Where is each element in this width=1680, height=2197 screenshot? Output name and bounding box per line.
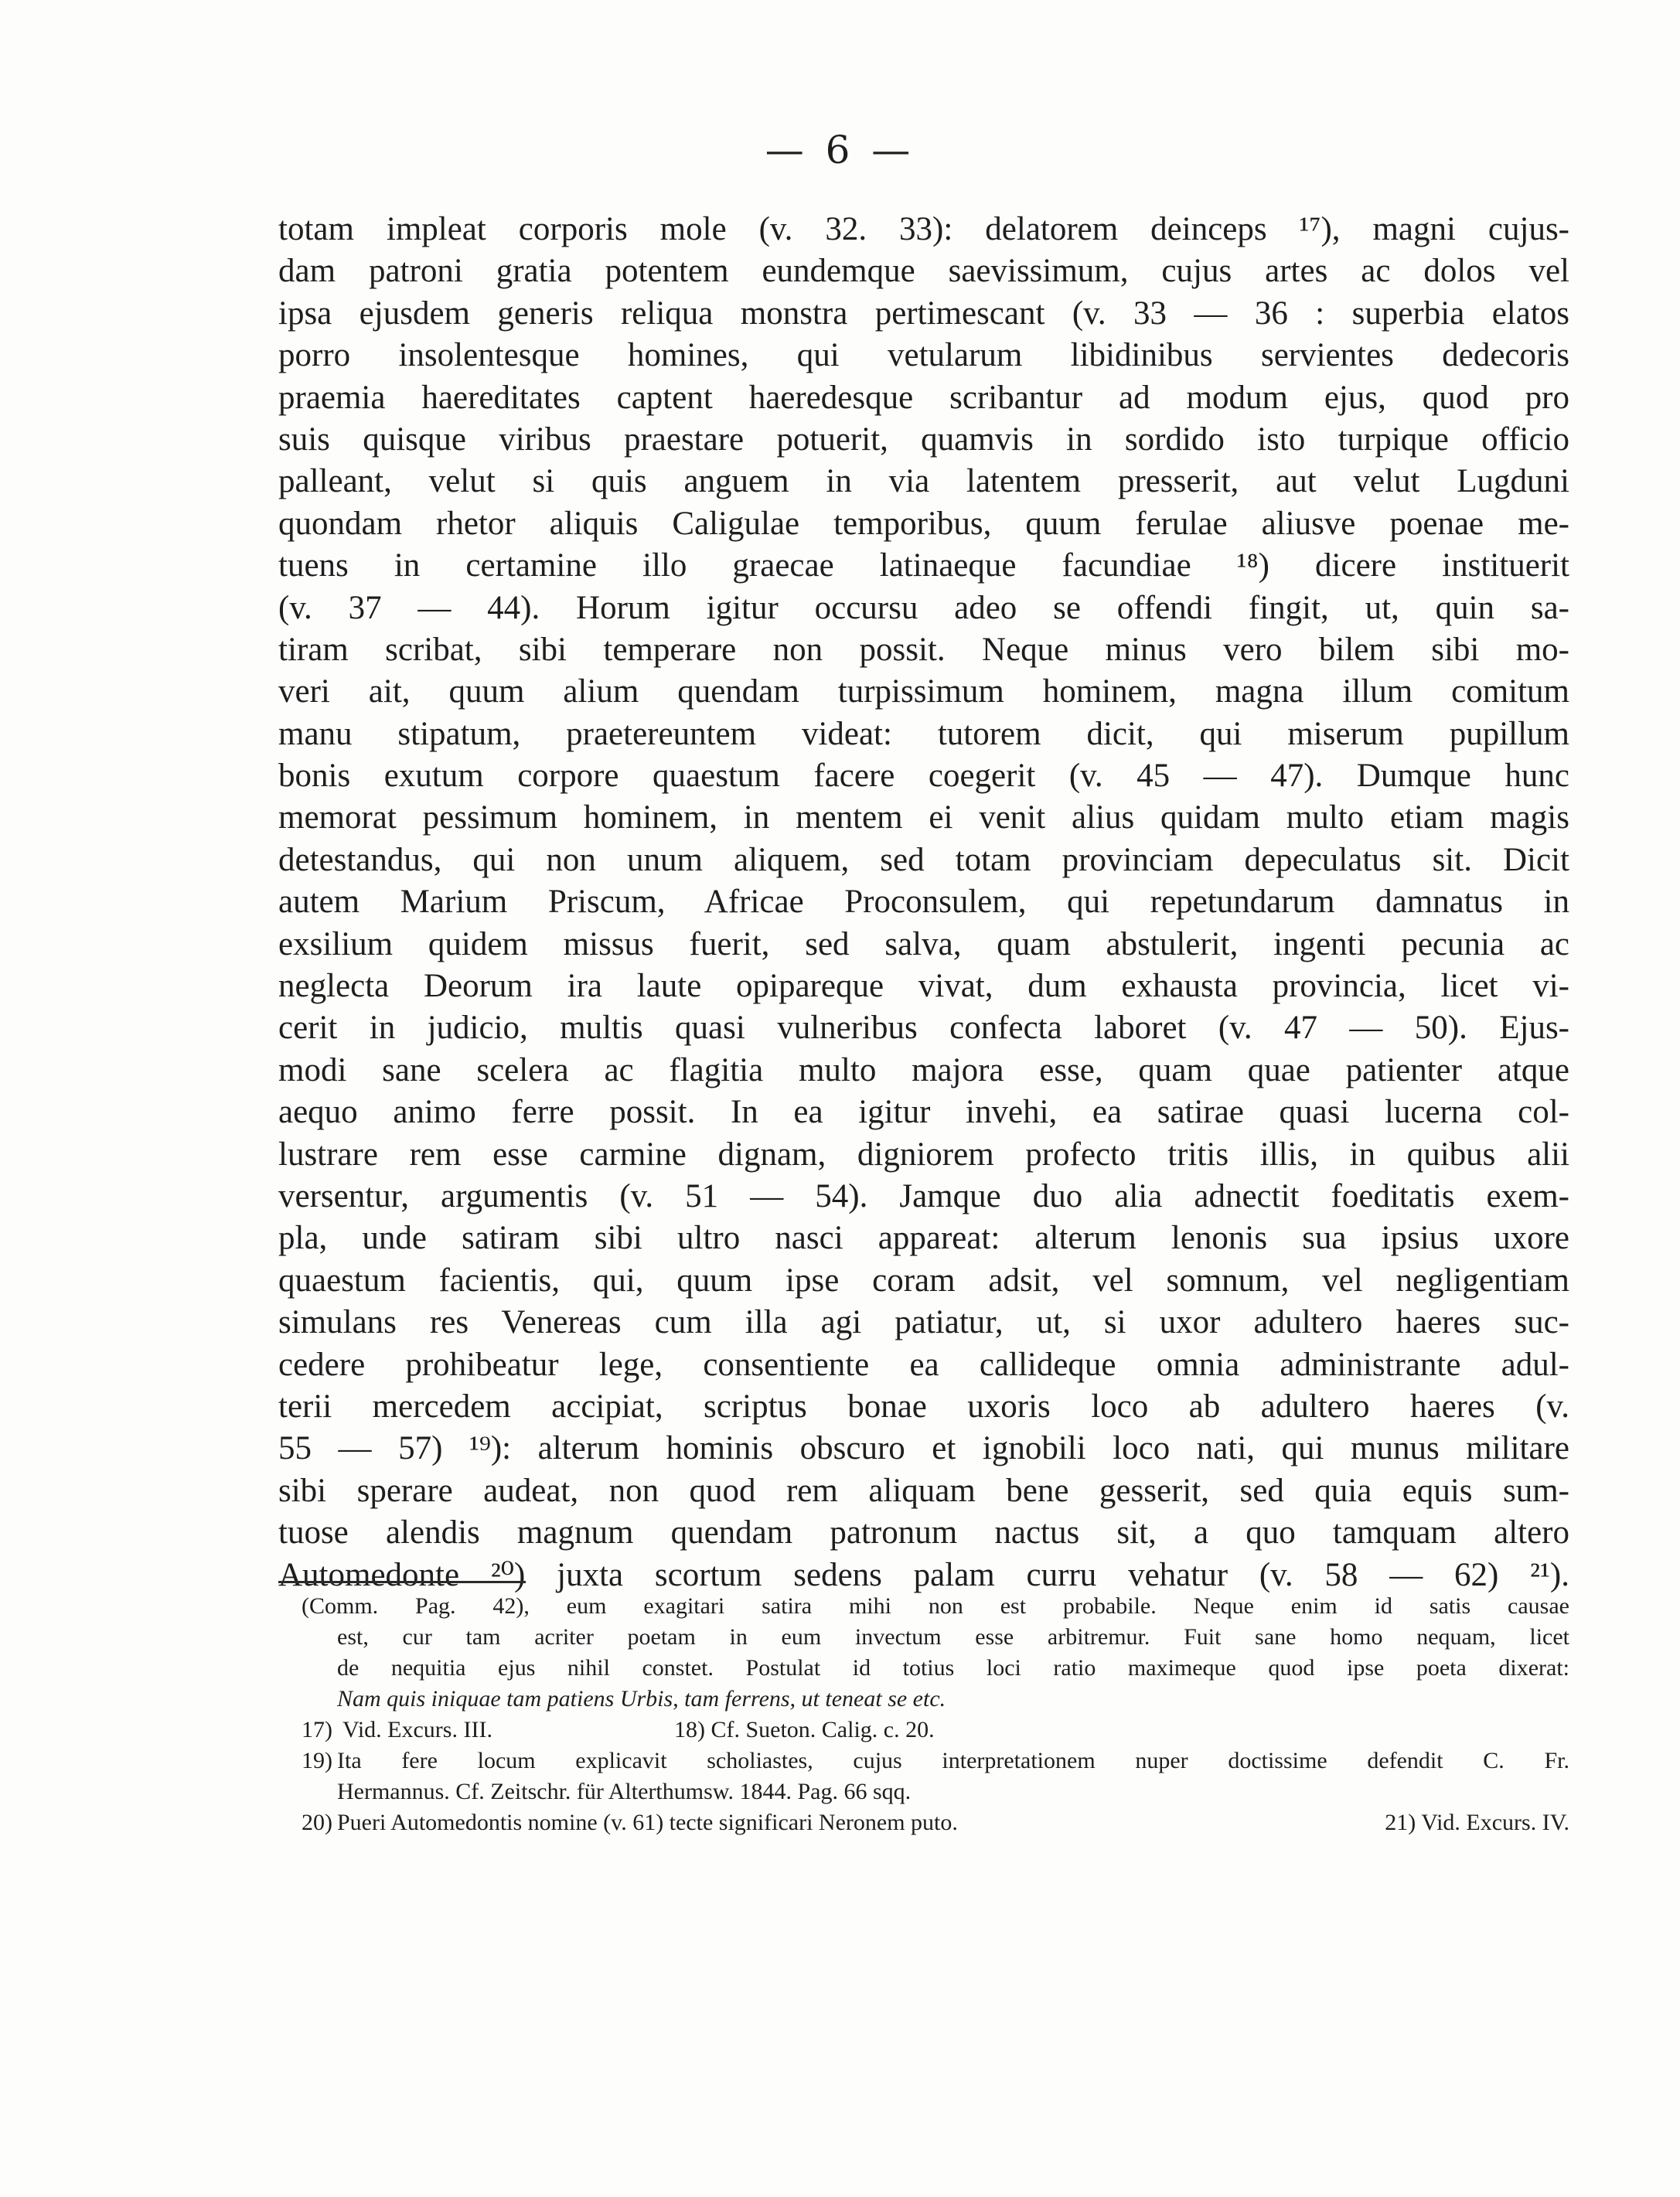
footnotes <box>302 1591 1569 1838</box>
text-line: (v. 37 — 44). Horum igitur occursu adeo se offendi fingit, ut, quin sa- <box>278 589 1569 626</box>
text-line: cerit in judicio, multis quasi vulneribus confecta laboret (v. 47 — 50). Ejus- <box>278 1010 1569 1047</box>
text-line: autem Marium Priscum, Africae Proconsulem, qui repetundarum damnatus in <box>278 884 1569 921</box>
text-line: detestandus, qui non unum aliquem, sed totam provinciam depeculatus sit. Dicit <box>278 841 1569 878</box>
footnote-17-text: Vid. Excurs. III. <box>342 1717 492 1742</box>
footnote-19-text: Ita fere locum explicavit scholiastes, cujus interpretationem nuper doctissime defendit C. Fr. <box>337 1748 1569 1773</box>
text-line: veri ait, quum alium quendam turpissimum hominem, magna illum comitum <box>278 673 1569 710</box>
footnote-17-number: 17) <box>302 1717 332 1742</box>
text-line: totam impleat corporis mole (v. 32. 33): delatorem deinceps ¹⁷), magni cujus- <box>278 211 1569 247</box>
footnote-continuation-line: (Comm. Pag. 42), eum exagitari satira mihi non est probabile. Neque enim id satis causae <box>302 1593 1569 1619</box>
text-line: quaestum facientis, qui, quum ipse coram adsit, vel somnum, vel negligentiam <box>278 1262 1569 1299</box>
text-line: porro insolentesque homines, qui vetularum libidinibus servientes dedecoris <box>278 337 1569 374</box>
main-text <box>278 209 1569 1596</box>
footnote-20-21-row <box>302 1807 1569 1838</box>
footnote-17-18-row <box>302 1715 1569 1746</box>
text-line: exsilium quidem missus fuerit, sed salva, quam abstulerit, ingenti pecunia ac <box>278 925 1569 962</box>
text-line: aequo animo ferre possit. In ea igitur invehi, ea satirae quasi lucerna col- <box>278 1094 1569 1131</box>
text-line: simulans res Venereas cum illa agi patiatur, ut, si uxor adultero haeres suc- <box>278 1304 1569 1341</box>
text-line: Automedonte ²⁰) juxta scortum sedens palam curru vehatur (v. 58 — 62) ²¹). <box>278 1556 1569 1593</box>
text-line: 55 — 57) ¹⁹): alterum hominis obscuro et ignobili loco nati, qui munus militare <box>278 1430 1569 1467</box>
text-line: modi sane scelera ac flagitia multo majora esse, quam quae patienter atque <box>278 1051 1569 1088</box>
text-line: dam patroni gratia potentem eundemque saevissimum, cujus artes ac dolos vel <box>278 253 1569 290</box>
text-line: suis quisque viribus praestare potuerit, quamvis in sordido isto turpique officio <box>278 421 1569 458</box>
text-line: quondam rhetor aliquis Caligulae temporibus, quum ferulae aliusve poenae me- <box>278 505 1569 542</box>
footnote-21-text: Vid. Excurs. IV. <box>1421 1810 1569 1835</box>
footnote-18-text: Cf. Sueton. Calig. c. 20. <box>711 1717 935 1742</box>
text-line: tuens in certamine illo graecae latinaeque facundiae ¹⁸) dicere instituerit <box>278 547 1569 584</box>
text-line: neglecta Deorum ira laute opipareque vivat, dum exhausta provincia, licet vi- <box>278 968 1569 1005</box>
text-line: memorat pessimum hominem, in mentem ei venit alius quidam multo etiam magis <box>278 799 1569 836</box>
footnote-21-number: 21) <box>1385 1810 1416 1835</box>
text-line: pla, unde satiram sibi ultro nasci appareat: alterum lenonis sua ipsius uxore <box>278 1220 1569 1257</box>
footnote-20-number: 20) <box>302 1810 332 1835</box>
footnote-continuation-line: de nequitia ejus nihil constet. Postulat id totius loci ratio maximeque quod ipse poeta dixerat: <box>337 1655 1569 1681</box>
text-line: bonis exutum corpore quaestum facere coegerit (v. 45 — 47). Dumque hunc <box>278 758 1569 795</box>
text-line: ipsa ejusdem generis reliqua monstra pertimescant (v. 33 — 36 : superbia elatos <box>278 295 1569 332</box>
text-line: tiram scribat, sibi temperare non possit. Neque minus vero bilem sibi mo- <box>278 631 1569 668</box>
text-line: praemia haereditates captent haeredesque scribantur ad modum ejus, quod pro <box>278 379 1569 416</box>
text-line: tuose alendis magnum quendam patronum nactus sit, a quo tamquam altero <box>278 1514 1569 1552</box>
footnote-20-text: Pueri Automedontis nomine (v. 61) tecte significari Neronem puto. <box>337 1810 958 1835</box>
footnote-18-number: 18) <box>673 1717 705 1742</box>
footnote-19-row <box>302 1746 1569 1776</box>
text-line: cedere prohibeatur lege, consentiente ea callideque omnia administrante adul- <box>278 1346 1569 1383</box>
text-line: manu stipatum, praetereuntem videat: tutorem dicit, qui miserum pupillum <box>278 715 1569 752</box>
footnote-19-continuation: Hermannus. Cf. Zeitschr. für Alterthumsw. 1844. Pag. 66 sqq. <box>337 1779 912 1804</box>
text-line: versentur, argumentis (v. 51 — 54). Jamque duo alia adnectit foeditatis exem- <box>278 1177 1569 1214</box>
footnote-19-number: 19) <box>302 1748 332 1773</box>
footnote-continuation-line: est, cur tam acriter poetam in eum invectum esse arbitremur. Fuit sane homo nequam, licet <box>337 1624 1569 1650</box>
page-number: — 6 — <box>765 128 915 172</box>
footnote-quote: Nam quis iniquae tam patiens Urbis, tam ferrens, ut teneat se etc. <box>337 1686 946 1712</box>
text-line: palleant, velut si quis anguem in via latentem presserit, aut velut Lugduni <box>278 463 1569 500</box>
text-line: lustrare rem esse carmine dignam, digniorem profecto tritis illis, in quibus alii <box>278 1136 1569 1173</box>
text-line: terii mercedem accipiat, scriptus bonae uxoris loco ab adultero haeres (v. <box>278 1388 1569 1425</box>
text-line: sibi sperare audeat, non quod rem aliquam bene gesserit, sed quia equis sum- <box>278 1472 1569 1509</box>
footnote-separator <box>278 1581 526 1583</box>
